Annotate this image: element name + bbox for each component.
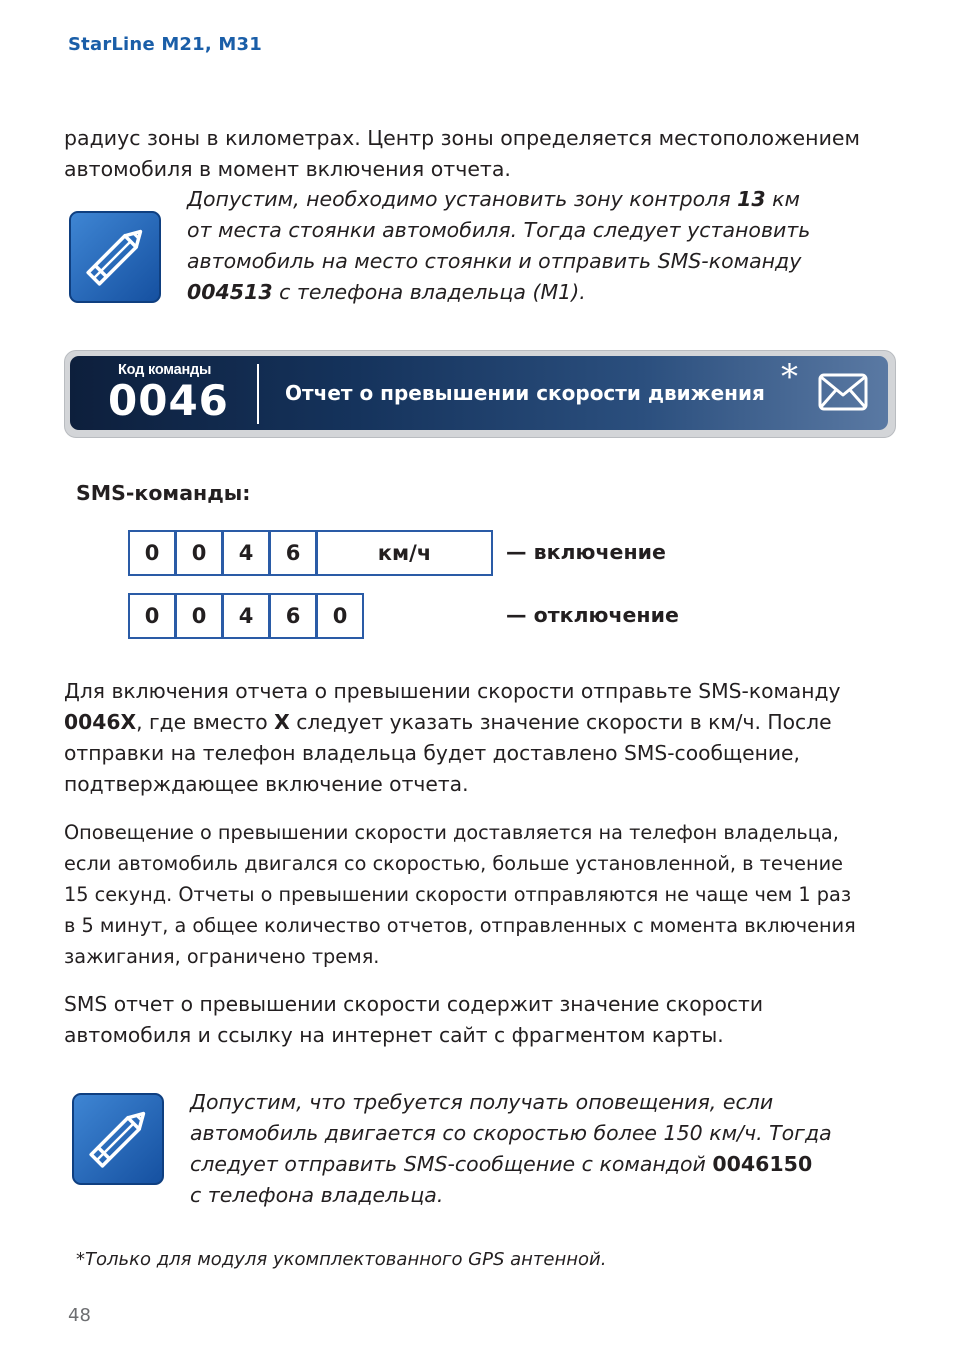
paragraph-text: следует указать значение скорости в км/ч. После <box>289 710 832 734</box>
asterisk-mark: * <box>781 357 798 397</box>
paragraph-line: отправки на телефон владельца будет доставлено SMS-сообщение, <box>64 741 800 765</box>
command-cell: 0 <box>316 593 364 639</box>
command-code-inline: 0046X <box>64 710 137 734</box>
paragraph-line: SMS отчет о превышении скорости содержит значение скорости <box>64 992 764 1016</box>
note-bold: 13 <box>737 187 766 211</box>
paragraph-line: автомобиля и ссылку на интернет сайт с фрагментом карты. <box>64 1023 724 1047</box>
paragraph-line: зажигания, ограничено тремя. <box>64 945 380 968</box>
note-text: автомобиль двигается со скоростью более 150 км/ч. Тогда <box>190 1121 832 1145</box>
intro-line: автомобиля в момент включения отчета. <box>64 157 511 181</box>
command-cell: 4 <box>222 530 270 576</box>
envelope-icon <box>818 373 868 415</box>
footnote: *Только для модуля укомплектованного GPS антенной. <box>76 1249 607 1270</box>
intro-line: радиус зоны в километрах. Центр зоны определяется местоположением <box>64 126 860 150</box>
command-cell: 0 <box>128 530 176 576</box>
command-cell: 0 <box>175 530 223 576</box>
note-text: от места стоянки автомобиля. Тогда следует установить <box>187 218 811 242</box>
disable-label: — отключение <box>506 603 679 627</box>
page-number: 48 <box>68 1305 91 1326</box>
note-text: с телефона владельца. <box>190 1183 444 1207</box>
sms-commands-title: SMS-команды: <box>76 481 251 505</box>
pencil-note-icon <box>69 211 159 301</box>
note-bold: 004513 <box>187 280 273 304</box>
note-text: следует отправить SMS-сообщение с командой <box>190 1152 713 1176</box>
running-header: StarLine M21, M31 <box>68 34 262 55</box>
paragraph-line: Для включения отчета о превышении скорости отправьте SMS-команду <box>64 679 841 703</box>
paragraph-line: 15 секунд. Отчеты о превышении скорости отправляются не чаще чем 1 раз <box>64 883 852 906</box>
intro-paragraph <box>64 123 904 185</box>
command-cell: 6 <box>269 593 317 639</box>
note-text: Допустим, необходимо установить зону контроля <box>187 187 738 211</box>
note-text: автомобиль на место стоянки и отправить SMS-команду <box>187 249 802 273</box>
report-content-paragraph <box>64 989 904 1051</box>
note-text: Допустим, что требуется получать оповещения, если <box>190 1090 774 1114</box>
command-cell: 4 <box>222 593 270 639</box>
paragraph-line: если автомобиль двигался со скоростью, больше установленной, в течение <box>64 852 844 875</box>
paragraph-line: подтверждающее включение отчета. <box>64 772 469 796</box>
example-note <box>187 184 887 308</box>
note-bold: 0046150 <box>712 1152 813 1176</box>
enable-label: — включение <box>506 540 666 564</box>
enable-instructions <box>64 676 904 800</box>
command-cell: 6 <box>269 530 317 576</box>
speed-value-cell: км/ч <box>316 530 493 576</box>
variable-x: X <box>274 710 290 734</box>
paragraph-line: Оповещение о превышении скорости доставляется на телефон владельца, <box>64 821 839 844</box>
example-note <box>190 1087 890 1211</box>
command-cell: 0 <box>175 593 223 639</box>
paragraph-text: , где вместо <box>136 710 275 734</box>
pencil-note-icon <box>72 1093 162 1183</box>
code-label: Код команды <box>118 362 212 378</box>
paragraph-line: в 5 минут, а общее количество отчетов, отправленных с момента включения <box>64 914 856 937</box>
command-code: 0046 <box>108 376 229 425</box>
note-text: км <box>765 187 800 211</box>
command-cell: 0 <box>128 593 176 639</box>
command-title: Отчет о превышении скорости движения <box>285 381 765 405</box>
note-text: с телефона владельца (M1). <box>272 280 586 304</box>
banner-divider <box>257 364 259 424</box>
notification-paragraph <box>64 817 904 972</box>
